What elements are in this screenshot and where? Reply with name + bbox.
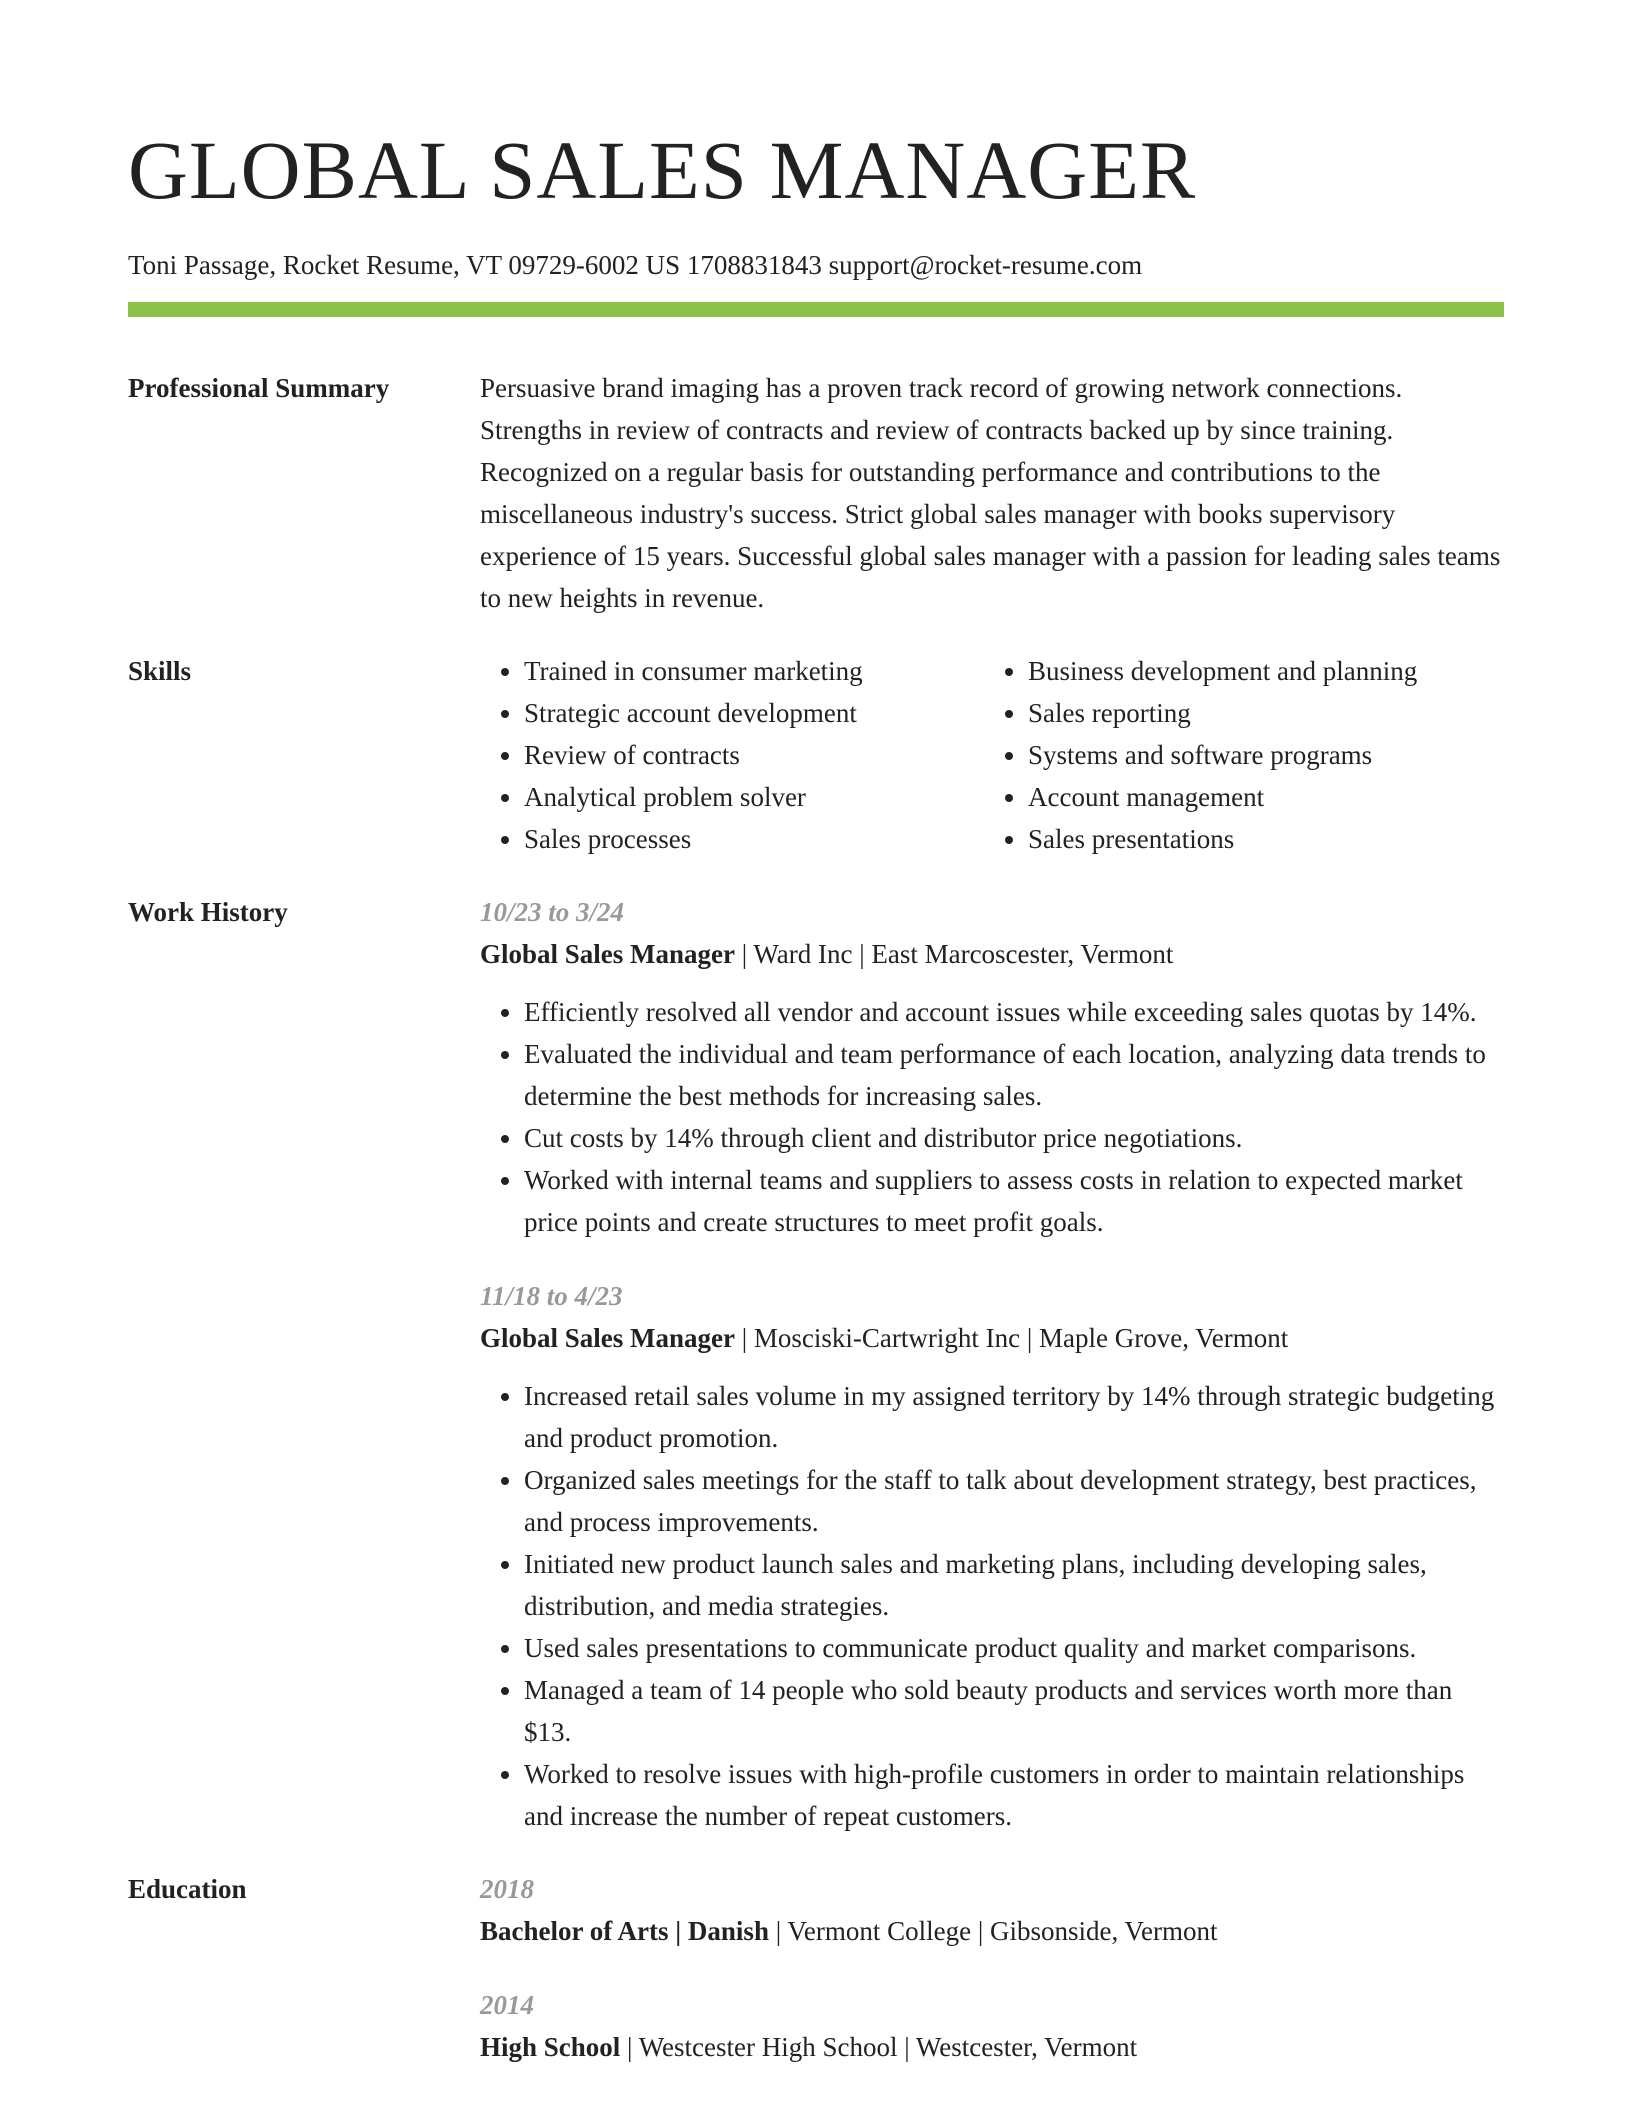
education-entry <box>480 1868 1504 1952</box>
education-details: | Vermont College | Gibsonside, Vermont <box>768 1916 1218 1946</box>
work-history-section <box>128 891 1504 1837</box>
skills-grid <box>480 650 1504 860</box>
work-history-heading: Work History <box>128 897 288 927</box>
job-bullets <box>480 1375 1504 1837</box>
job-details: | Ward Inc | East Marcoscester, Vermont <box>735 939 1174 969</box>
skills-list-right <box>984 650 1488 860</box>
job-role-line <box>480 933 1504 975</box>
skills-list-left <box>480 650 984 860</box>
job-bullet: • Organized sales meetings for the staff to talk about development strategy, best practices, and process improvements. <box>524 1459 1504 1543</box>
job-bullet: • Efficiently resolved all vendor and account issues while exceeding sales quotas by 14%. <box>524 991 1504 1033</box>
contact-email[interactable]: support@rocket-resume.com <box>828 250 1143 280</box>
job-bullet: • Used sales presentations to communicate product quality and market comparisons. <box>524 1627 1504 1669</box>
job-bullet: • Cut costs by 14% through client and distributor price negotiations. <box>524 1117 1504 1159</box>
summary-section <box>128 367 1504 619</box>
contact-country: US <box>645 250 681 280</box>
job-bullet: • Evaluated the individual and team performance of each location, analyzing data trends to determine the best methods for increasing sales. <box>524 1033 1504 1117</box>
job-bullet: • Initiated new product launch sales and marketing plans, including developing sales, distribution, and media strategies. <box>524 1543 1504 1627</box>
job-title: Global Sales Manager <box>480 939 735 969</box>
education-body <box>480 1868 1504 2068</box>
education-degree: High School <box>480 2032 621 2062</box>
education-line <box>480 2026 1504 2068</box>
education-degree: Bachelor of Arts | Danish <box>480 1916 769 1946</box>
education-details: | Westcester High School | Westcester, Vermont <box>620 2032 1138 2062</box>
skill-item: • Account management <box>1028 776 1488 818</box>
skill-item: • Systems and software programs <box>1028 734 1488 776</box>
skill-item: • Sales presentations <box>1028 818 1488 860</box>
contact-state-zip: VT 09729-6002 <box>466 250 639 280</box>
job-title: Global Sales Manager <box>480 1323 735 1353</box>
skill-item: • Sales reporting <box>1028 692 1488 734</box>
skill-item: • Review of contracts <box>524 734 984 776</box>
skill-item: • Analytical problem solver <box>524 776 984 818</box>
contact-line <box>128 248 1504 282</box>
job-bullets <box>480 991 1504 1243</box>
education-year: 2014 <box>480 1990 534 2020</box>
skills-heading: Skills <box>128 656 192 686</box>
summary-text: Persuasive brand imaging has a proven track record of growing network connections. Strengths in review of contracts and review of contracts backed up by since training. Recognized on a regular basis for outstanding performance and contributions to the miscellaneous industry's success. Strict global sales manager with books supervisory experience of 15 years. Successful global sales manager with a passion for leading sales teams to new heights in revenue. <box>480 373 1501 613</box>
skill-item: • Trained in consumer marketing <box>524 650 984 692</box>
skill-item: • Strategic account development <box>524 692 984 734</box>
skill-item: • Business development and planning <box>1028 650 1488 692</box>
job-bullet: • Worked to resolve issues with high-profile customers in order to maintain relationships and increase the number of repeat customers. <box>524 1753 1504 1837</box>
contact-phone: 1708831843 <box>686 250 822 280</box>
job-entry <box>480 1275 1504 1837</box>
job-dates: 10/23 to 3/24 <box>480 897 625 927</box>
job-bullet: • Managed a team of 14 people who sold beauty products and services worth more than $13. <box>524 1669 1504 1753</box>
education-year: 2018 <box>480 1874 534 1904</box>
education-entry <box>480 1984 1504 2068</box>
job-entry <box>480 891 1504 1243</box>
contact-company: Rocket Resume, <box>282 250 460 280</box>
work-history-body <box>480 891 1504 1837</box>
header-divider <box>128 302 1504 317</box>
education-line <box>480 1910 1504 1952</box>
resume-title: GLOBAL SALES MANAGER <box>128 124 1197 216</box>
education-heading: Education <box>128 1874 247 1904</box>
job-details: | Mosciski-Cartwright Inc | Maple Grove, Vermont <box>735 1323 1289 1353</box>
summary-heading: Professional Summary <box>128 373 390 403</box>
job-bullet: • Worked with internal teams and suppliers to assess costs in relation to expected market price points and create structures to meet profit goals. <box>524 1159 1504 1243</box>
contact-name: Toni Passage, <box>128 250 277 280</box>
job-bullet: • Increased retail sales volume in my assigned territory by 14% through strategic budgeting and product promotion. <box>524 1375 1504 1459</box>
education-section <box>128 1868 1504 2068</box>
skill-item: • Sales processes <box>524 818 984 860</box>
skills-body <box>480 650 1504 860</box>
job-role-line <box>480 1317 1504 1359</box>
skills-section <box>128 650 1504 860</box>
job-dates: 11/18 to 4/23 <box>480 1281 623 1311</box>
